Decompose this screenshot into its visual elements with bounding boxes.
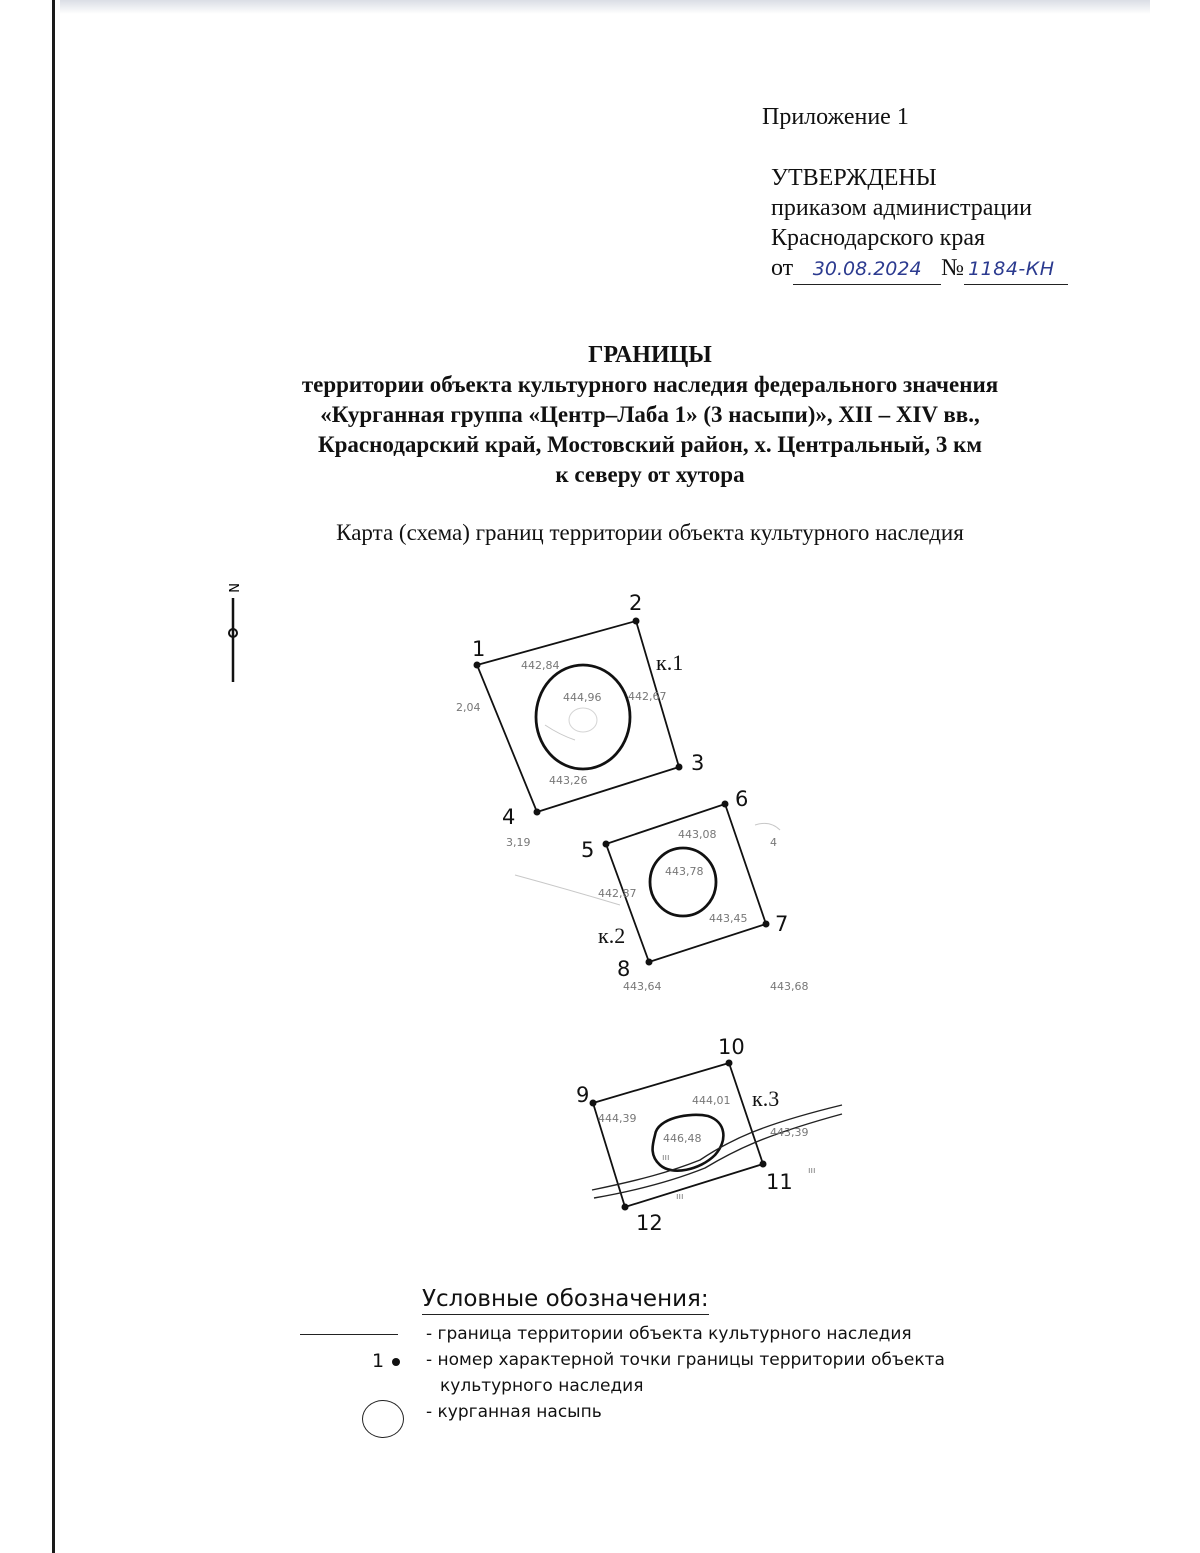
title-line-1: ГРАНИЦЫ — [588, 342, 712, 368]
elev-k1-bottom: 443,26 — [549, 774, 588, 787]
point-marker-9 — [590, 1100, 597, 1107]
point-marker-7 — [763, 921, 770, 928]
legend-title: Условные обозначения: — [422, 1286, 709, 1315]
kurgan-label-3: к.3 — [752, 1086, 780, 1111]
number-prefix: № — [941, 255, 965, 281]
point-label-2: 2 — [629, 591, 643, 615]
handwritten-number: 1184-КН — [964, 254, 1068, 285]
elev-k2-left-out: 3,19 — [506, 836, 531, 849]
point-marker-1 — [474, 662, 481, 669]
hatch-mark: ııı — [662, 1153, 670, 1163]
handwritten-date: 30.08.2024 — [793, 254, 941, 285]
point-label-12: 12 — [636, 1211, 663, 1235]
kurgan-label-2: к.2 — [598, 923, 626, 948]
approved-heading: УТВЕРЖДЕНЫ — [771, 165, 937, 191]
region-line: Краснодарского края — [771, 225, 986, 251]
terrain-lines — [515, 725, 780, 905]
hatch-mark: ııı — [808, 1166, 816, 1176]
elev-k1-top: 442,84 — [521, 659, 560, 672]
mound-k2 — [650, 848, 716, 916]
title-line-3: «Курганная группа «Центр–Лаба 1» (3 насыпи)», XII – XIV вв., — [320, 402, 980, 427]
point-dot-icon — [392, 1358, 400, 1366]
title-line-4: Краснодарский край, Мостовский район, х. Центральный, 3 км — [317, 432, 983, 457]
point-label-9: 9 — [576, 1083, 590, 1107]
point-label-7: 7 — [775, 912, 789, 936]
mound-k1 — [536, 665, 630, 769]
kurgan-label-1: к.1 — [656, 650, 684, 675]
point-label-11: 11 — [766, 1170, 793, 1194]
from-prefix: от — [771, 255, 794, 281]
elev-k2-left: 442,87 — [598, 887, 637, 900]
elev-k1-center: 444,96 — [563, 691, 602, 704]
point-marker-5 — [603, 841, 610, 848]
elev-k3-center: 446,48 — [663, 1132, 702, 1145]
legend-boundary-text: - граница территории объекта культурного наследия — [426, 1324, 912, 1344]
point-marker-4 — [534, 809, 541, 816]
hatch-mark: ııı — [676, 1192, 684, 1202]
elev-k2-right: 443,45 — [709, 912, 748, 925]
point-label-8: 8 — [617, 957, 631, 981]
point-label-3: 3 — [691, 751, 705, 775]
point-marker-2 — [633, 618, 640, 625]
point-label-5: 5 — [581, 838, 595, 862]
north-label: N — [225, 583, 240, 593]
elev-below-2: 443,68 — [770, 980, 809, 993]
point-marker-11 — [760, 1161, 767, 1168]
north-arrow-icon — [225, 583, 240, 682]
annex-label: Приложение 1 — [762, 104, 909, 130]
elev-k2-center: 443,78 — [665, 865, 704, 878]
point-marker-3 — [676, 764, 683, 771]
title-line-2: территории объекта культурного наследия федерального значения — [301, 372, 999, 397]
legend-point-text: - номер характерной точки границы территории объекта — [426, 1350, 945, 1370]
point-number-symbol: 1 — [372, 1350, 385, 1372]
elev-k1-right: 442,67 — [628, 690, 667, 703]
point-marker-6 — [722, 801, 729, 808]
elev-k2-top: 443,08 — [678, 828, 717, 841]
elev-below-1: 443,64 — [623, 980, 662, 993]
point-label-4: 4 — [502, 805, 516, 829]
map-subtitle: Карта (схема) границ территории объекта культурного наследия — [336, 520, 964, 545]
by-order-line: приказом администрации — [771, 195, 1032, 221]
legend-mound-text: - курганная насыпь — [426, 1402, 602, 1422]
elev-k3-top: 444,01 — [692, 1094, 731, 1107]
point-marker-8 — [646, 959, 653, 966]
point-marker-10 — [726, 1060, 733, 1067]
elev-k3-left: 444,39 — [598, 1112, 637, 1125]
elev-k3-right: 443,39 — [770, 1126, 809, 1139]
point-label-10: 10 — [718, 1035, 745, 1059]
mound-circle-icon — [362, 1400, 404, 1438]
elev-k2-right-out: 4 — [770, 836, 777, 849]
point-label-6: 6 — [735, 787, 749, 811]
boundary-line-symbol — [300, 1334, 398, 1335]
title-line-5: к северу от хутора — [555, 462, 745, 487]
point-marker-12 — [622, 1204, 629, 1211]
elev-k1-left: 2,04 — [456, 701, 481, 714]
point-label-1: 1 — [472, 637, 486, 661]
legend-point-text-cont: культурного наследия — [440, 1376, 644, 1396]
